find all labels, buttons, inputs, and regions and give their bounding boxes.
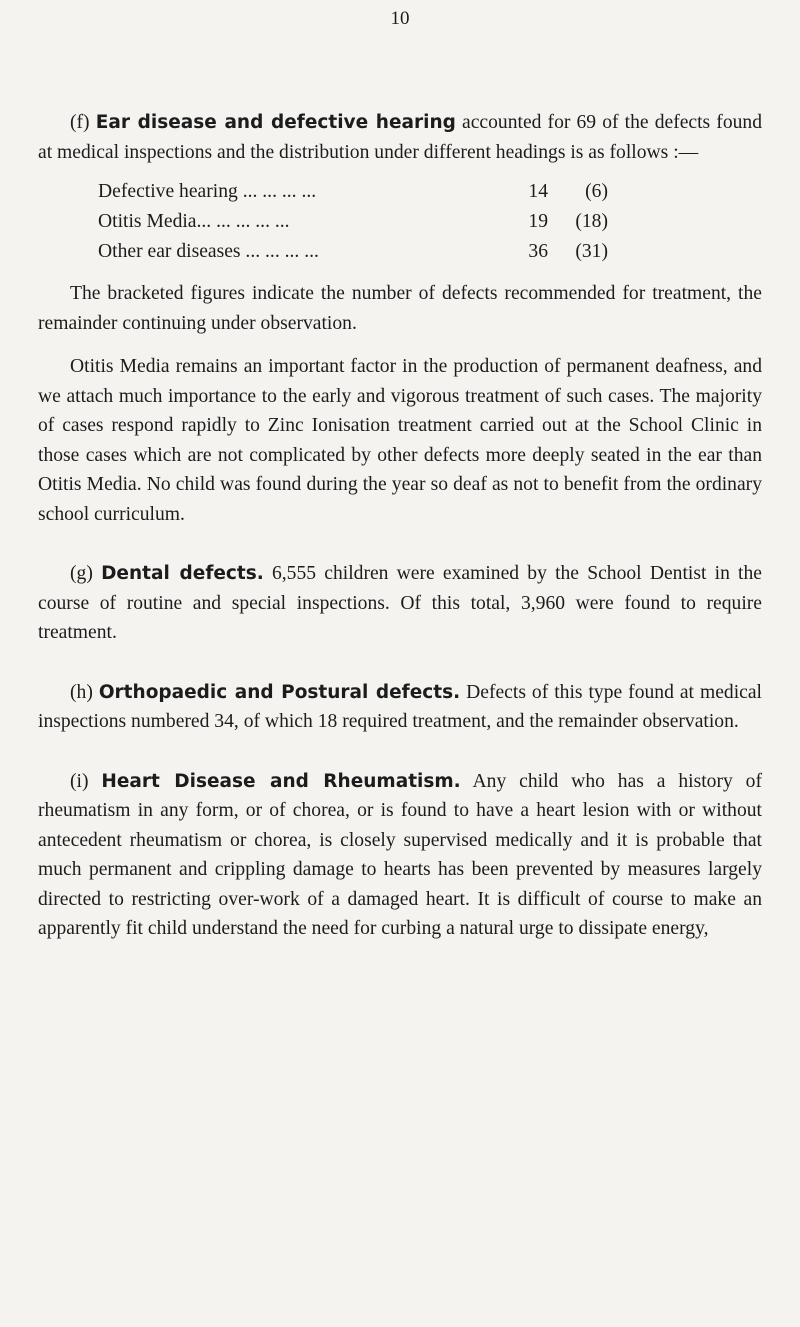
section-h-heading: Orthopaedic and Postural defects. [98,681,461,703]
section-f-heading: Ear disease and defective hearing [95,112,456,133]
section-h-paragraph [38,678,762,737]
section-i-paragraph [38,767,762,944]
section-g-label: (g) [70,563,93,584]
section-f-intro [38,108,762,167]
page-number: 10 [390,8,410,29]
table-row [98,237,608,267]
section-g-text: 6,555 children were examined by the School Dentist in the course of routine and special inspections. Of this total, 3,960 were found to require treatment. [38,563,762,643]
section-h-text: Defects of this type found at medical inspections numbered 34, of which 18 required treatment, and the remainder observation. [38,681,762,732]
section-g-heading: Dental defects. [101,563,264,584]
section-f-label: (f) [70,112,90,133]
section-f-paragraph: Otitis Media remains an important factor in the production of permanent deafness, and we attach much importance to the early and vigorous treatment of such cases. The majority of cases respond rapidly to Zinc Ionisation treatment carried out at the School Clinic in those cases which are not complicated by other defects more deeply seated in the ear than Otitis Media. No child was found during the year so deaf as not to benefit from the ordinary school curriculum. [38,356,762,525]
table-row [98,207,608,237]
row-count: 19 [528,211,548,233]
row-treatment: (18) [575,211,608,233]
row-count: 14 [528,181,548,203]
section-i-heading: Heart Disease and Rheumatism. [101,770,461,792]
row-label: Defective hearing ... ... ... ... [98,181,317,203]
section-f-intro-text: accounted for 69 of the defects found at medical inspections and the distribution under different headings is as follows :— [38,112,763,163]
page-content [38,108,762,944]
row-label: Other ear diseases ... ... ... ... [98,241,319,263]
section-i-label: (i) [70,770,89,792]
row-count: 36 [528,241,548,263]
row-treatment: (6) [585,181,608,203]
section-g-paragraph [38,559,762,648]
section-f-note: The bracketed figures indicate the number of defects recommended for treatment, the remainder continuing under observation. [38,283,762,334]
table-row [98,177,608,207]
row-label: Otitis Media... ... ... ... ... [98,211,290,233]
section-h-label: (h) [70,681,93,703]
ear-defects-table [98,177,608,267]
row-treatment: (31) [575,241,608,263]
section-i-text: Any child who has a history of rheumatism in any form, or of chorea, or is found to have a heart lesion with or without antecedent rheumatism or chorea, is closely supervised medically and it is probable that much permanent and crippling damage to hearts has been prevented by measures largely directed to restricting over-work of a damaged heart. It is difficult of course to make an apparently fit child understand the need for curbing a natural urge to dissipate energy, [38,770,762,939]
